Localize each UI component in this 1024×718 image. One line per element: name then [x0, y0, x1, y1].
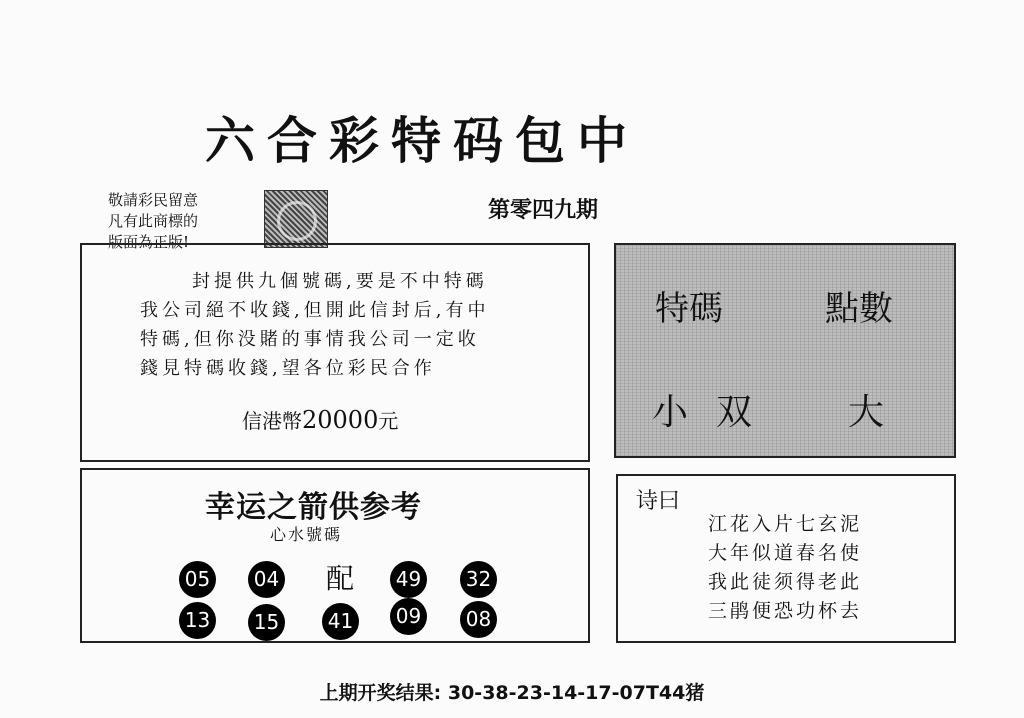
- trademark-stamp-image: [264, 190, 328, 248]
- notice-line: 版面為正版!: [108, 233, 190, 251]
- number-ball: 04: [248, 561, 285, 598]
- special-code-value: 小: [652, 392, 689, 433]
- deposit-unit: 元: [378, 409, 399, 433]
- poem-lines: [708, 510, 862, 626]
- deposit-amount: [242, 405, 398, 434]
- number-ball: 15: [248, 604, 285, 641]
- notice-line: 敬請彩民留意: [108, 191, 199, 209]
- special-code-value: 双: [716, 392, 753, 433]
- promise-line: 錢見特碼收錢,望各位彩民合作: [140, 358, 436, 379]
- lucky-arrow-subtitle: 心水號碼: [270, 525, 343, 544]
- poem-line: 三鹃便恐功杯去: [708, 600, 863, 622]
- number-ball: 09: [390, 598, 427, 635]
- number-ball: 05: [179, 561, 216, 598]
- issue-number: 第零四九期: [488, 197, 599, 223]
- number-ball: 08: [460, 601, 497, 638]
- special-code-values: [652, 384, 922, 432]
- number-ball: 32: [460, 561, 497, 598]
- number-ball: 13: [179, 602, 216, 639]
- promise-line: 特碼,但你没賭的事情我公司一定收: [140, 329, 480, 350]
- points-label: 點數: [825, 289, 893, 329]
- number-ball: 41: [322, 603, 359, 640]
- deposit-value: 20000: [302, 406, 379, 434]
- notice-line: 凡有此商標的: [108, 212, 199, 230]
- pairing-connector: 配: [326, 562, 355, 595]
- poem-title: 诗曰: [636, 489, 681, 514]
- promise-line: 我公司絕不收錢,但開此信封后,有中: [140, 300, 490, 321]
- special-code-label: 特碼: [655, 289, 723, 329]
- poem-line: 大年似道春名使: [708, 542, 863, 564]
- poem-line: 江花入片七玄泥: [708, 513, 863, 535]
- last-draw-result: 上期开奖结果: 30-38-23-14-17-07T44猪: [319, 682, 705, 704]
- number-ball: 49: [390, 561, 427, 598]
- lucky-arrow-title: 幸运之箭供参考: [205, 490, 422, 525]
- promise-line: 封提供九個號碼,要是不中特碼: [192, 271, 488, 292]
- page-title: 六合彩特码包中: [205, 112, 639, 170]
- deposit-label: 信港幣: [242, 409, 302, 433]
- poem-line: 我此徒须得老此: [708, 571, 863, 593]
- special-code-value: 大: [848, 392, 885, 433]
- promise-text: [140, 267, 560, 383]
